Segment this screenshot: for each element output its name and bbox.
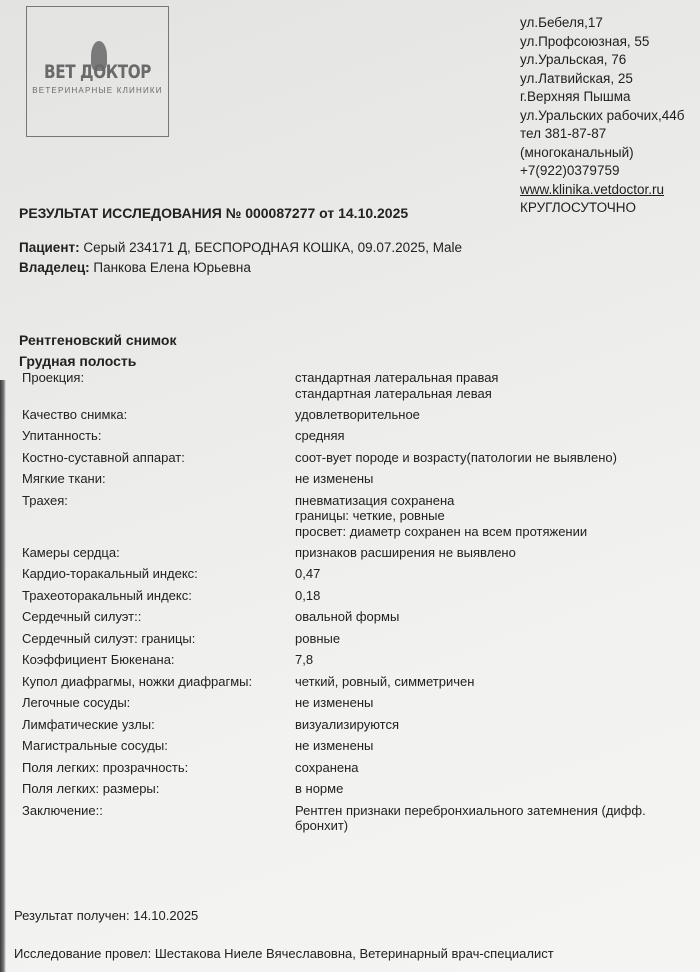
finding-value — [295, 760, 359, 776]
address-line: ул.Уральских рабочих,44б — [520, 107, 685, 123]
finding-row — [22, 407, 682, 423]
finding-value-line: 0,18 — [295, 587, 321, 603]
finding-row — [22, 471, 682, 487]
finding-value — [295, 588, 320, 604]
finding-row — [22, 588, 682, 604]
address-line: г.Верхняя Пышма — [520, 89, 631, 104]
finding-label: Качество снимка: — [22, 406, 128, 422]
finding-label: Проекция: — [22, 370, 85, 385]
finding-row — [22, 493, 682, 540]
logo-brand: ВЕТ ДОКТОР — [44, 61, 151, 83]
clinic-addresses — [520, 14, 684, 218]
finding-label: Купол диафрагмы, ножки диафрагмы: — [22, 673, 253, 689]
finding-value-line: удовлетворительное — [295, 406, 420, 422]
finding-value — [295, 428, 345, 444]
owner-label: Владелец: — [19, 260, 90, 275]
finding-label: Кардио-торакальный индекс: — [22, 566, 198, 581]
finding-value-line: границы: четкие, ровные — [295, 508, 445, 523]
address-line: ул.Профсоюзная, 55 — [520, 33, 650, 49]
finding-value-line: не изменены — [295, 471, 374, 486]
finding-row — [22, 631, 682, 647]
finding-row — [22, 674, 682, 690]
address-line: ул.Бебеля,17 — [520, 15, 603, 30]
website-link[interactable]: www.klinika.vetdoctor.ru — [520, 181, 665, 197]
finding-value — [295, 781, 343, 797]
finding-value-line: признаков расширения не выявлено — [295, 544, 516, 560]
finding-value — [295, 566, 320, 582]
finding-value-line: стандартная латеральная левая — [295, 385, 492, 401]
finding-row — [22, 428, 682, 444]
finding-value-line: Рентген признаки перебронхиального затемнения (дифф. — [295, 802, 646, 818]
finding-value-line: средняя — [295, 428, 345, 443]
finding-value-line: визуализируются — [295, 716, 400, 732]
finding-value — [295, 631, 340, 647]
section-subtitle: Грудная полость — [19, 353, 137, 369]
finding-value — [295, 738, 373, 754]
finding-label: Поля легких: размеры: — [22, 781, 160, 796]
finding-label: Трахеоторакальный индекс: — [22, 587, 192, 603]
finding-row — [22, 760, 682, 776]
finding-value-line: просвет: диаметр сохранен на всем протяжении — [295, 523, 588, 539]
finding-value-line: овальной формы — [295, 609, 400, 624]
clinic-logo — [26, 6, 169, 137]
finding-label: Камеры сердца: — [22, 544, 120, 560]
finding-value-line: 0,47 — [295, 566, 321, 581]
finding-value — [295, 695, 373, 711]
finding-value — [295, 493, 587, 540]
finding-row — [22, 450, 682, 466]
finding-value-line: стандартная латеральная правая — [295, 370, 499, 385]
finding-row — [22, 370, 682, 401]
document-title: РЕЗУЛЬТАТ ИССЛЕДОВАНИЯ № 000087277 от 14.10.2025 — [19, 205, 409, 221]
finding-label: Поля легких: прозрачность: — [22, 759, 189, 775]
finding-value-line: в норме — [295, 781, 344, 796]
finding-label: Костно-суставной аппарат: — [22, 449, 185, 465]
result-received: Результат получен: 14.10.2025 — [14, 908, 199, 923]
finding-value-line: бронхит) — [295, 818, 349, 833]
address-line: +7(922)0379759 — [520, 163, 620, 178]
finding-row — [22, 695, 682, 711]
finding-value — [295, 407, 420, 423]
finding-label: Упитанность: — [22, 428, 102, 443]
finding-value-line: пневматизация сохранена — [295, 492, 455, 508]
finding-value — [295, 471, 373, 487]
finding-label: Магистральные сосуды: — [22, 738, 168, 753]
hours: КРУГЛОСУТОЧНО — [520, 200, 637, 215]
finding-value-line: не изменены — [295, 738, 374, 753]
finding-value — [295, 652, 313, 668]
logo-subtitle: ВЕТЕРИНАРНЫЕ КЛИНИКИ — [32, 86, 163, 95]
finding-row — [22, 566, 682, 582]
finding-row — [22, 652, 682, 668]
address-line: (многоканальный) — [520, 144, 634, 160]
finding-row — [22, 738, 682, 754]
photo-edge — [0, 380, 6, 972]
section-title: Рентгеновский снимок — [19, 332, 177, 348]
finding-row — [22, 803, 682, 834]
finding-row — [22, 545, 682, 561]
finding-label: Мягкие ткани: — [22, 471, 106, 486]
finding-value-line: 7,8 — [295, 652, 314, 667]
finding-value-line: ровные — [295, 630, 341, 646]
finding-label: Сердечный силуэт: границы: — [22, 630, 196, 646]
performed-by: Исследование провел: Шестакова Ниеле Вячеславовна, Ветеринарный врач-специалист — [14, 946, 554, 961]
finding-value — [295, 717, 399, 733]
finding-value — [295, 803, 646, 834]
finding-value — [295, 370, 498, 401]
finding-label: Сердечный силуэт:: — [22, 609, 142, 624]
finding-value-line: не изменены — [295, 695, 374, 710]
finding-label: Коэффициент Бюкенана: — [22, 652, 175, 667]
finding-label: Заключение:: — [22, 802, 103, 818]
finding-label: Легочные сосуды: — [22, 695, 131, 710]
owner-value: Панкова Елена Юрьевна — [93, 260, 251, 275]
address-line: ул.Латвийская, 25 — [520, 70, 633, 86]
patient-value: Серый 234171 Д, БЕСПОРОДНАЯ КОШКА, 09.07.2025, Male — [83, 240, 462, 255]
finding-value — [295, 674, 474, 690]
section-heading — [19, 330, 176, 372]
finding-label: Лимфатические узлы: — [22, 716, 155, 732]
patient-info — [19, 238, 462, 278]
findings-table — [22, 370, 682, 839]
finding-value-line: соот-вует породе и возрасту(патологии не выявлено) — [295, 449, 617, 465]
finding-value — [295, 609, 399, 625]
finding-row — [22, 717, 682, 733]
finding-value — [295, 545, 516, 561]
finding-value-line: четкий, ровный, симметричен — [295, 673, 475, 689]
finding-value — [295, 450, 617, 466]
address-line: ул.Уральская, 76 — [520, 52, 627, 67]
finding-label: Трахея: — [22, 492, 68, 508]
finding-value-line: сохранена — [295, 759, 359, 775]
finding-row — [22, 609, 682, 625]
patient-label: Пациент: — [19, 240, 80, 255]
address-line: тел 381-87-87 — [520, 126, 607, 141]
finding-row — [22, 781, 682, 797]
